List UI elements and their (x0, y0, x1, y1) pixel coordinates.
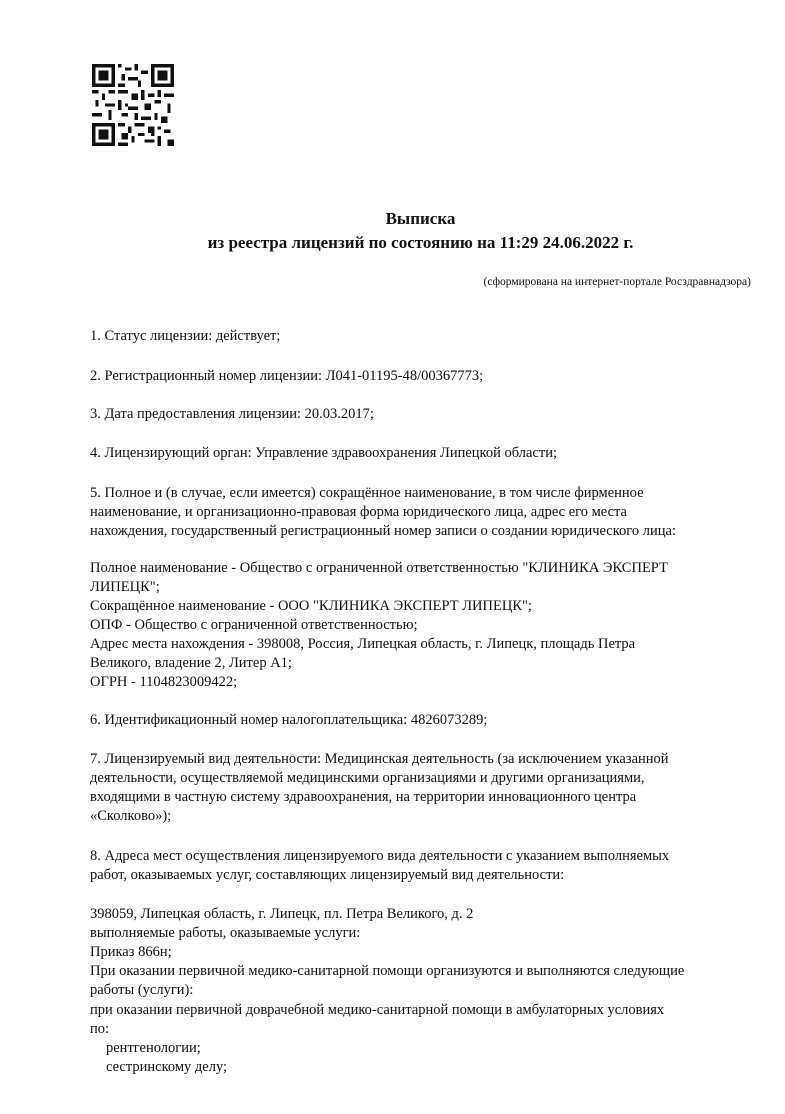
licensed-activity: 7. Лицензируемый вид деятельности: Медицинская деятельность (за исключением указанной деятельности, осуществляемой медицинскими организациями и другими организациями, входящими в частную систему здравоохранения, на территории инновационного центра «Сколково»); (90, 751, 669, 824)
licensing-authority: 4. Лицензирующий орган: Управление здравоохранения Липецкой области; (90, 445, 557, 461)
service-item: сестринскому делу; (106, 1059, 228, 1075)
document-title: Выписка (385, 209, 456, 228)
document-subtitle: из реестра лицензий по состоянию на 11:29 24.06.2022 г. (207, 233, 634, 252)
primary-care-text: При оказании первичной медико-санитарной помощи организуются и выполняются следующие работы (услуги): (90, 963, 685, 998)
license-date: 3. Дата предоставления лицензии: 20.03.2017; (90, 406, 374, 422)
taxpayer-id: 6. Идентификационный номер налогоплательщика: 4826073289; (90, 712, 488, 728)
organization-details: Полное наименование - Общество с ограниченной ответственностью "КЛИНИКА ЭКСПЕРТ ЛИПЕЦК"; Сокращённое наименование - ООО "КЛИНИКА ЭКСПЕРТ ЛИПЕЦК"; ОПФ - Общество с ограниченной ответственностью; Адрес места нахождения - 398008, Россия, Липецкая область, г. Липецк, площадь Петра Великого, владение 2, Литер А1; ОГРН - 1104823009422; (90, 560, 668, 690)
source-note: (сформирована на интернет-портале Росздравнадзора) (483, 276, 751, 288)
license-reg-number: 2. Регистрационный номер лицензии: Л041-01195-48/00367773; (90, 368, 484, 384)
qr-code-image (92, 64, 174, 146)
addresses-heading: 8. Адреса мест осуществления лицензируемого вида деятельности с указанием выполняемых работ, оказываемых услуг, составляющих лицензируемый вид деятельности: (90, 848, 670, 883)
works-label: выполняемые работы, оказываемые услуги: (90, 925, 361, 941)
service-item: рентгенологии; (106, 1040, 201, 1056)
license-status: 1. Статус лицензии: действует; (90, 328, 281, 344)
name-section-heading: 5. Полное и (в случае, если имеется) сокращённое наименование, в том числе фирменное наименование, и организационно-правовая форма юридического лица, адрес его места нахождения, государственный регистрационный номер записи о создании юридического лица: (90, 485, 676, 539)
order-reference: Приказ 866н; (90, 944, 172, 960)
services-subheading: при оказании первичной доврачебной медико-санитарной помощи в амбулаторных условиях по: (90, 1002, 665, 1037)
activity-address: 398059, Липецкая область, г. Липецк, пл. Петра Великого, д. 2 (90, 906, 474, 922)
